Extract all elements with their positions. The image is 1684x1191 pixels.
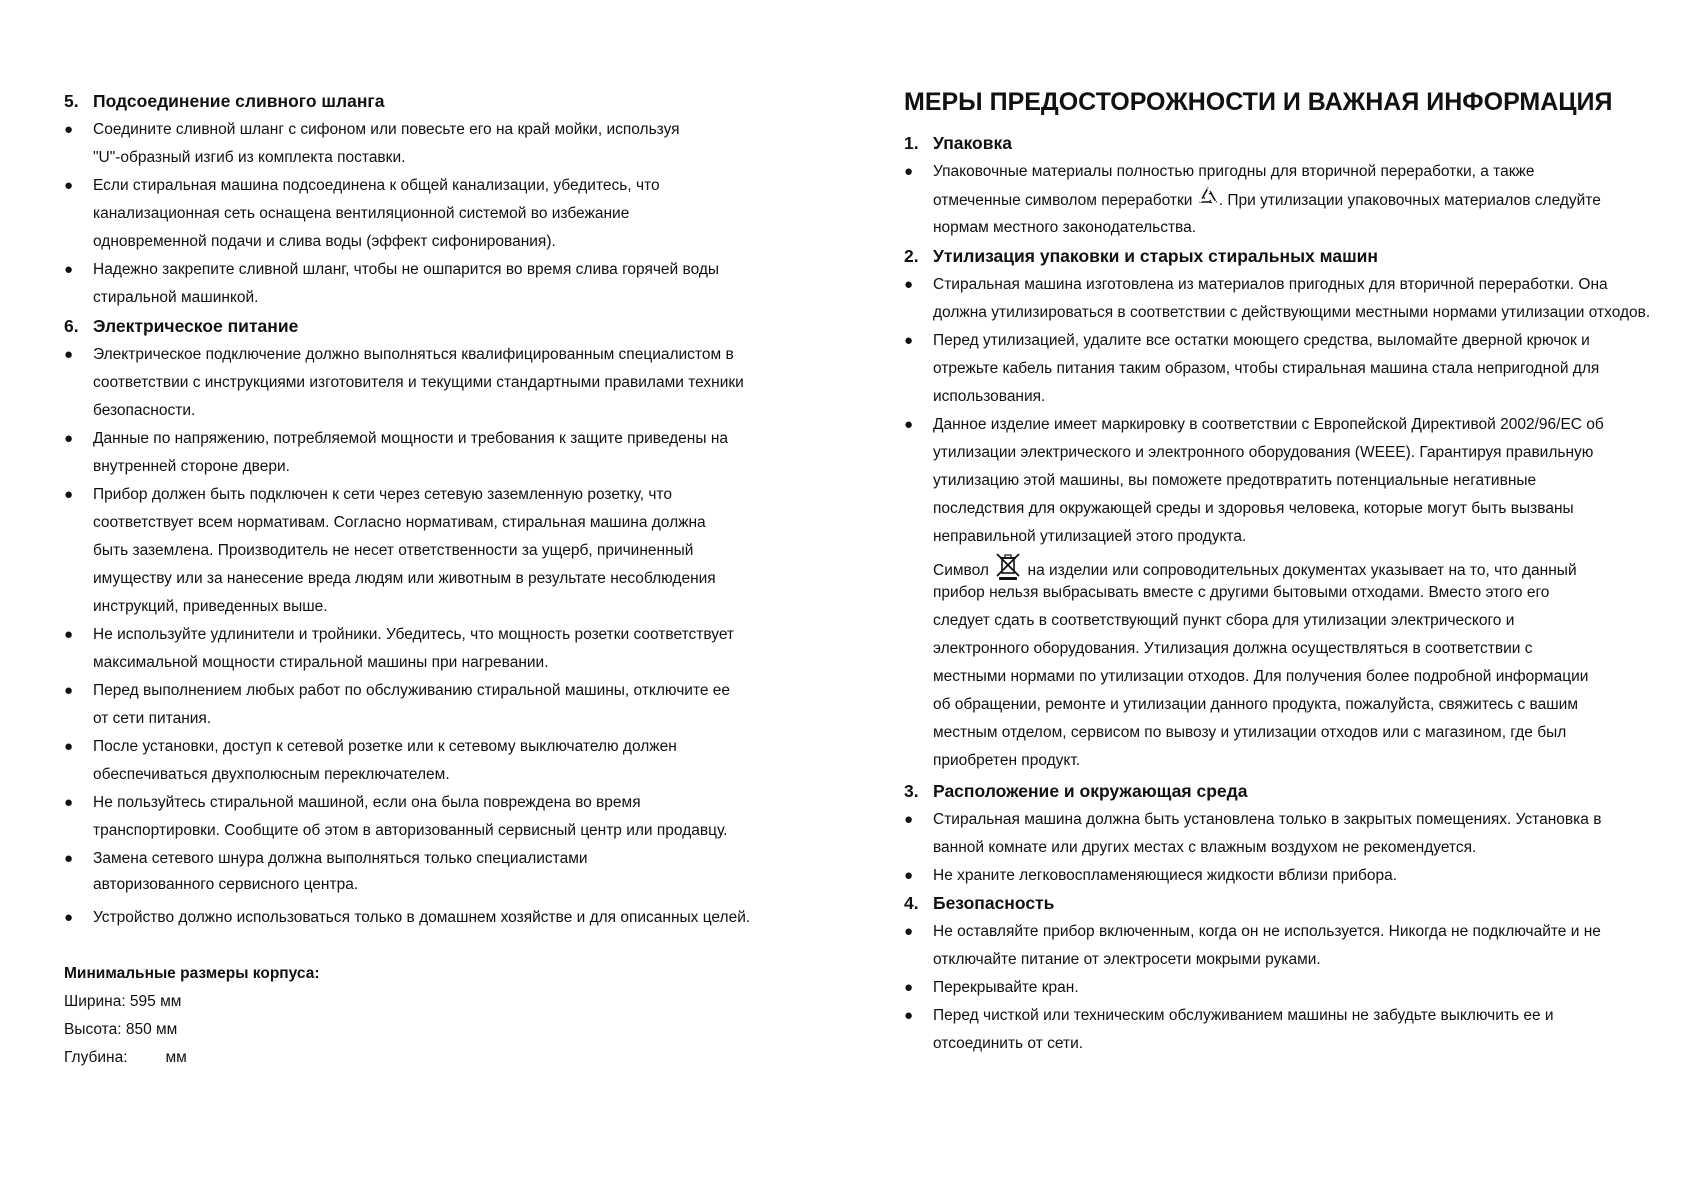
text-line: Перед выполнением любых работ по обслуживанию стиральной машины, отключите ее <box>93 682 731 699</box>
text-line: Если стиральная машина подсоединена к общей канализации, убедитесь, что <box>93 177 660 194</box>
text-line: утилизации электрического и электронного оборудования (WEEE). Гарантируя правильную <box>933 444 1594 461</box>
section-1-heading <box>904 130 1012 156</box>
bullet-icon: ● <box>64 626 74 643</box>
section-title: Электрическое питание <box>93 316 299 336</box>
section-4-heading <box>904 890 1054 916</box>
bullet-icon: ● <box>64 430 74 447</box>
text-line: приобретен продукт. <box>933 752 1081 769</box>
bullet-icon: ● <box>64 794 74 811</box>
text-line: транспортировки. Сообщите об этом в авторизованный сервисный центр или продавцу. <box>93 822 728 839</box>
text-line: отключайте питание от электросети мокрыми руками. <box>933 951 1321 968</box>
text-line: следует сдать в соответствующий пункт сбора для утилизации электрического и <box>933 612 1515 629</box>
text-line: "U"-образный изгиб из комплекта поставки. <box>93 149 406 166</box>
text-line: Прибор должен быть подключен к сети через сетевую заземленную розетку, что <box>93 486 672 503</box>
text-fragment: . При утилизации упаковочных материалов следуйте <box>1218 192 1601 210</box>
section-2-heading <box>904 243 1378 269</box>
text-line: одновременной подачи и слива воды (эффект сифонирования). <box>93 233 556 250</box>
section-5-heading <box>64 88 384 114</box>
text-line: Не пользуйтесь стиральной машиной, если она была повреждена во время <box>93 794 641 811</box>
text-line: последствия для окружающей среды и здоровья человека, которые могут быть вызваны <box>933 500 1574 517</box>
text-line: внутренней стороне двери. <box>93 458 290 475</box>
section-title: Подсоединение сливного шланга <box>93 91 385 111</box>
bullet-icon: ● <box>904 923 914 940</box>
section-title: Утилизация упаковки и старых стиральных машин <box>933 246 1378 266</box>
depth-unit: мм <box>165 1049 187 1066</box>
text-line: Перед утилизацией, удалите все остатки моющего средства, выломайте дверной крючок и <box>933 332 1590 349</box>
text-line: соответствии с инструкциями изготовителя и текущими стандартными правилами техники <box>93 374 744 391</box>
section-number: 6. <box>64 316 79 336</box>
section-6-heading <box>64 313 298 339</box>
text-line: Перед чисткой или техническим обслуживанием машины не забудьте выключить ее и <box>933 1007 1554 1024</box>
text-line: Данное изделие имеет маркировку в соответствии с Европейской Директивой 2002/96/EC об <box>933 416 1604 433</box>
weee-paragraph <box>933 551 1588 775</box>
bullet-icon: ● <box>64 486 74 503</box>
text-line: Надежно закрепите сливной шланг, чтобы не ошпарится во время слива горячей воды <box>93 261 720 278</box>
text-line: Устройство должно использоваться только в домашнем хозяйстве и для описанных целей. <box>93 909 751 926</box>
text-line: Электрическое подключение должно выполняться квалифицированным специалистом в <box>93 346 734 363</box>
depth-label: Глубина: <box>64 1049 128 1066</box>
bullet-icon: ● <box>904 416 914 433</box>
section-3-heading <box>904 778 1247 804</box>
text-fragment: на изделии или сопроводительных документах указывает на то, что данный <box>1027 562 1577 580</box>
bullet-icon: ● <box>64 346 74 363</box>
section-title: Упаковка <box>933 133 1012 153</box>
section-number: 4. <box>904 893 919 913</box>
text-line: канализационная сеть оснащена вентиляционной системой во избежание <box>93 205 630 222</box>
text-line <box>933 551 1588 579</box>
text-line: электронного оборудования. Утилизация должна осуществляться в соответствии с <box>933 640 1533 657</box>
text-line: утилизацию этой машины, вы поможете предотвратить потенциальные негативные <box>933 472 1537 489</box>
text-line: ванной комнате или других местах с влажным воздухом не рекомендуется. <box>933 839 1477 856</box>
min-depth <box>64 1044 187 1072</box>
text-fragment: отмеченные символом переработки <box>933 192 1193 210</box>
text-line: Не используйте удлинители и тройники. Убедитесь, что мощность розетки соответствует <box>93 626 735 643</box>
page-title: МЕРЫ ПРЕДОСТОРОЖНОСТИ И ВАЖНАЯ ИНФОРМАЦИЯ <box>904 88 1613 116</box>
text-line: инструкций, приведенных выше. <box>93 598 328 615</box>
section-title: Безопасность <box>933 893 1055 913</box>
text-line: отрежьте кабель питания таким образом, чтобы стиральная машина стала непригодной для <box>933 360 1600 377</box>
bullet-icon: ● <box>64 682 74 699</box>
text-line: местными нормами по утилизации отходов. Для получения более подробной информации <box>933 668 1589 685</box>
text-line: отсоединить от сети. <box>933 1035 1084 1052</box>
text-line: прибор нельзя выбрасывать вместе с другими бытовыми отходами. Вместо этого его <box>933 584 1550 601</box>
text-line: обеспечиваться двухполюсным переключателем. <box>93 766 450 783</box>
text-line: неправильной утилизацией этого продукта. <box>933 528 1247 545</box>
bullet-icon: ● <box>64 121 74 138</box>
text-line: безопасности. <box>93 402 196 419</box>
text-line: нормам местного законодательства. <box>933 219 1197 236</box>
bullet-icon: ● <box>904 332 914 349</box>
bullet-icon: ● <box>64 261 74 278</box>
bullet-icon: ● <box>64 909 74 926</box>
text-line: Соедините сливной шланг с сифоном или повесьте его на край мойки, используя <box>93 121 680 138</box>
text-line: Данные по напряжению, потребляемой мощности и требования к защите приведены на <box>93 430 728 447</box>
text-line: авторизованного сервисного центра. <box>93 876 359 893</box>
text-line: После установки, доступ к сетевой розетке или к сетевому выключателю должен <box>93 738 677 755</box>
bullet-icon: ● <box>904 979 914 996</box>
text-line: Не храните легковоспламеняющиеся жидкости вблизи прибора. <box>933 867 1398 884</box>
min-height: Высота: 850 мм <box>64 1021 178 1038</box>
section-title: Расположение и окружающая среда <box>933 781 1248 801</box>
text-line: местным отделом, сервисом по вывозу и утилизации отходов или с магазином, где был <box>933 724 1567 741</box>
section-number: 3. <box>904 781 919 801</box>
text-line: стиральной машинкой. <box>93 289 259 306</box>
min-sizes-title: Минимальные размеры корпуса: <box>64 965 320 982</box>
text-line: от сети питания. <box>93 710 212 727</box>
section-number: 1. <box>904 133 919 153</box>
bullet-icon: ● <box>904 1007 914 1024</box>
text-line: Стиральная машина должна быть установлена только в закрытых помещениях. Установка в <box>933 811 1602 828</box>
text-line: Замена сетевого шнура должна выполняться только специалистами <box>93 850 588 867</box>
text-line <box>933 186 1601 214</box>
min-width: Ширина: 595 мм <box>64 993 182 1010</box>
bullet-icon: ● <box>64 738 74 755</box>
bullet-icon: ● <box>904 276 914 293</box>
bullet-icon: ● <box>904 163 914 180</box>
text-line: Стиральная машина изготовлена из материалов пригодных для вторичной переработки. Она <box>933 276 1608 293</box>
text-fragment: Символ <box>933 562 989 580</box>
text-line: об обращении, ремонте и утилизации данного продукта, пожалуйста, свяжитесь с вашим <box>933 696 1578 713</box>
bullet-icon: ● <box>64 177 74 194</box>
text-line: должна утилизироваться в соответствии с действующими местными нормами утилизации отходов. <box>933 304 1651 321</box>
text-line: использования. <box>933 388 1046 405</box>
section-number: 2. <box>904 246 919 266</box>
text-line: Упаковочные материалы полностью пригодны для вторичной переработки, а также <box>933 163 1535 180</box>
section-number: 5. <box>64 91 79 111</box>
text-line: Перекрывайте кран. <box>933 979 1079 996</box>
text-line: имуществу или за нанесение вреда людям или животным в результате несоблюдения <box>93 570 716 587</box>
text-line: быть заземлена. Производитель не несет ответственности за ущерб, причиненный <box>93 542 694 559</box>
text-line: максимальной мощности стиральной машины при нагревании. <box>93 654 549 671</box>
bullet-icon: ● <box>904 811 914 828</box>
text-line: соответствует всем нормативам. Согласно нормативам, стиральная машина должна <box>93 514 706 531</box>
recycle-icon <box>1197 186 1219 216</box>
bullet-icon: ● <box>904 867 914 884</box>
text-line: Не оставляйте прибор включенным, когда он не используется. Никогда не подключайте и не <box>933 923 1601 940</box>
bullet-icon: ● <box>64 850 74 867</box>
